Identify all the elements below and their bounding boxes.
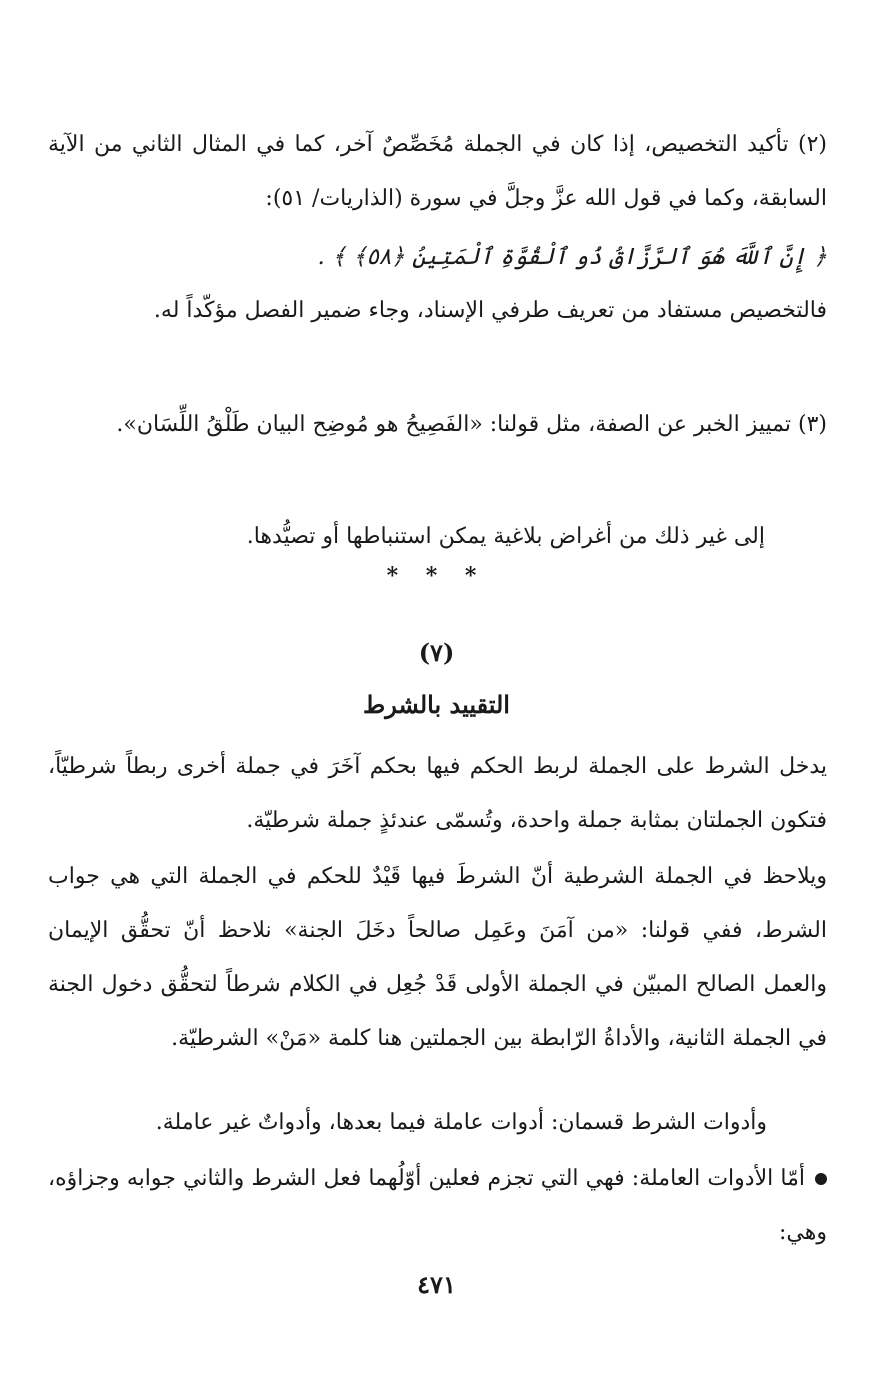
page-number: ٤٧١ (417, 1270, 456, 1299)
quran-verse-text: ﴿ إِنَّ ٱللَّهَ هُوَ ٱلرَّزَّاقُ ذُو ٱلْقُوَّةِ ٱلْمَتِينُ ﴿٥٨﴾ ﴾ . (317, 244, 827, 270)
paragraph-text: يدخل الشرط على الجملة لربط الحكم فيها بحكم آخَرَ في جملة أخرى ربطاً شرطيّاً، فتكون الجملتان بمثابة جملة واحدة، وتُسمّى عندئذٍ جملة شرطيّة. (48, 754, 827, 833)
paragraph-explanation (48, 284, 827, 338)
bullet-paragraph (48, 1152, 827, 1260)
paragraph-specification-emphasis (48, 118, 827, 226)
paragraph-text: فالتخصيص مستفاد من تعريف طرفي الإسناد، وجاء ضمير الفصل مؤكّداً له. (153, 298, 827, 323)
quran-verse (318, 230, 827, 284)
bullet-icon (815, 1173, 827, 1185)
paragraph-text: وأدوات الشرط قسمان: أدوات عاملة فيما بعدها، وأدواتٌ غير عاملة. (155, 1110, 767, 1135)
paragraph-condition-intro (48, 740, 827, 848)
paragraph-condition-tools (156, 1096, 767, 1150)
section-title: التقييد بالشرط (363, 690, 510, 719)
section-number: (٧) (418, 638, 455, 667)
paragraph-other-purposes (247, 510, 765, 564)
paragraph-text: إلى غير ذلك من أغراض بلاغية يمكن استنباطها أو تصيُّدها. (246, 524, 765, 549)
paragraph-text: أمّا الأدوات العاملة: فهي التي تجزم فعلين أوّلُهما فعل الشرط والثاني جوابه وجزاؤه، وهي: (48, 1166, 827, 1245)
paragraph-condition-example (48, 850, 827, 1066)
paragraph-distinguish-predicate (48, 398, 827, 452)
paragraph-working-tools (48, 1152, 827, 1260)
section-separator: * * * (386, 563, 487, 589)
paragraph-text: (٢) تأكيد التخصيص، إذا كان في الجملة مُخَصِّصٌ آخر، كما في المثال الثاني من الآية السابقة، وكما في قول الله عزَّ وجلَّ في سورة (الذاريات/ ٥١): (48, 132, 827, 211)
paragraph-text: (٣) تمييز الخبر عن الصفة، مثل قولنا: «الفَصِيحُ هو مُوضِح البيان طَلْقُ اللِّسَان». (116, 412, 827, 437)
paragraph-text: ويلاحظ في الجملة الشرطية أنّ الشرطَ فيها قَيْدٌ للحكم في الجملة التي هي جواب الشرط، ففي قولنا: «من آمَنَ وعَمِل صالحاً دخَلَ الجنة» نلاحظ أنّ تحقُّق الإيمان والعمل الصالح المبيّن في الجملة الأولى قَدْ جُعِل في الكلام شرطاً لتحقُّق دخول الجنة في الجملة الثانية، والأداةُ الرّابطة بين الجملتين هنا كلمة «مَنْ» الشرطيّة. (48, 864, 827, 1051)
